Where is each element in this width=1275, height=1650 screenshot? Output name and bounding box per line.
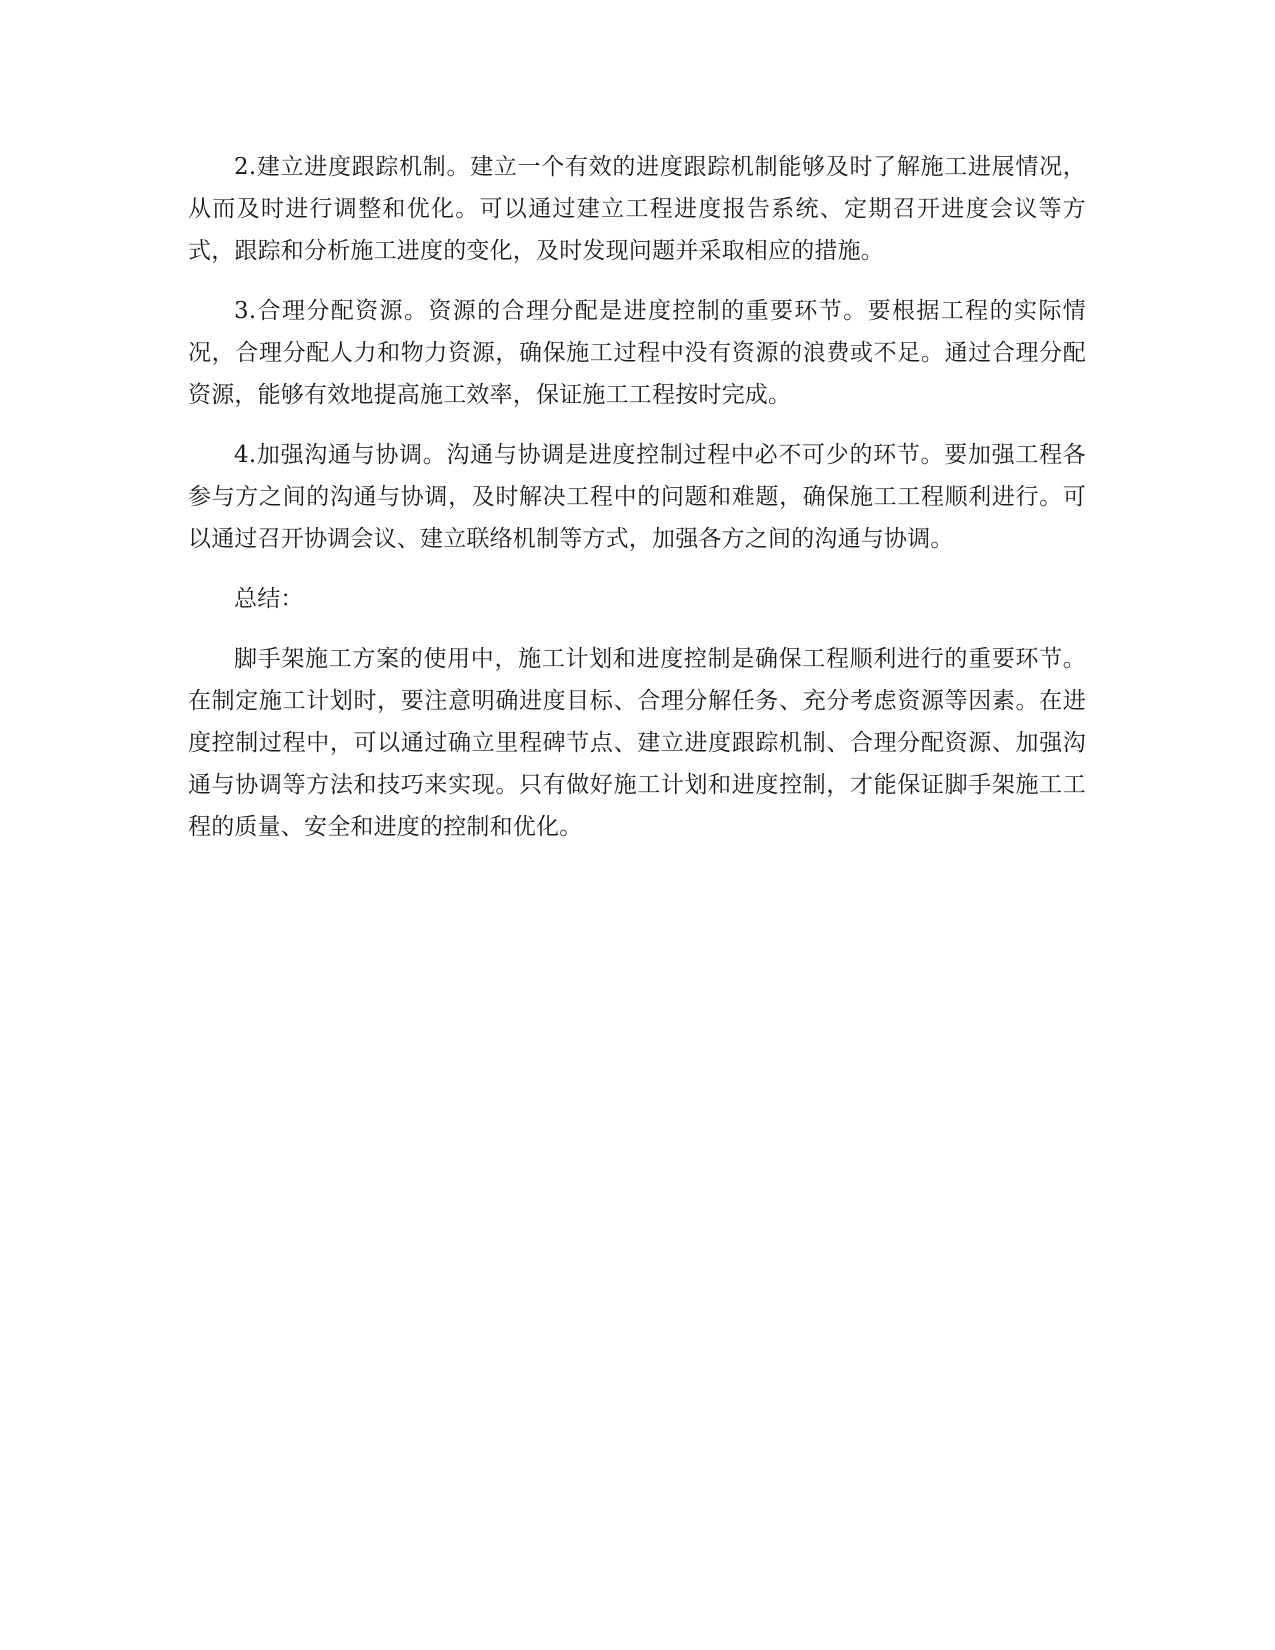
paragraph-summary: 脚手架施工方案的使用中，施工计划和进度控制是确保工程顺利进行的重要环节。在制定施工计划时，要注意明确进度目标、合理分解任务、充分考虑资源等因素。在进度控制过程中，可以通过确立里程碑节点、建立进度跟踪机制、合理分配资源、加强沟通与协调等方法和技巧来实现。只有做好施工计划和进度控制，才能保证脚手架施工工程的质量、安全和进度的控制和优化。 bbox=[188, 646, 1086, 840]
paragraph-progress-tracking: 2.建立进度跟踪机制。建立一个有效的进度跟踪机制能够及时了解施工进展情况，从而及时进行调整和优化。可以通过建立工程进度报告系统、定期召开进度会议等方式，跟踪和分析施工进度的变化，及时发现问题并采取相应的措施。 bbox=[188, 154, 1086, 264]
document-body bbox=[188, 146, 1086, 866]
paragraph-resource-allocation: 3.合理分配资源。资源的合理分配是进度控制的重要环节。要根据工程的实际情况，合理分配人力和物力资源，确保施工过程中没有资源的浪费或不足。通过合理分配资源，能够有效地提高施工效率，保证施工工程按时完成。 bbox=[188, 298, 1086, 408]
summary-heading: 总结： bbox=[234, 586, 304, 612]
paragraph-communication: 4.加强沟通与协调。沟通与协调是进度控制过程中必不可少的环节。要加强工程各参与方之间的沟通与协调，及时解决工程中的问题和难题，确保施工工程顺利进行。可以通过召开协调会议、建立联络机制等方式，加强各方之间的沟通与协调。 bbox=[188, 442, 1086, 552]
